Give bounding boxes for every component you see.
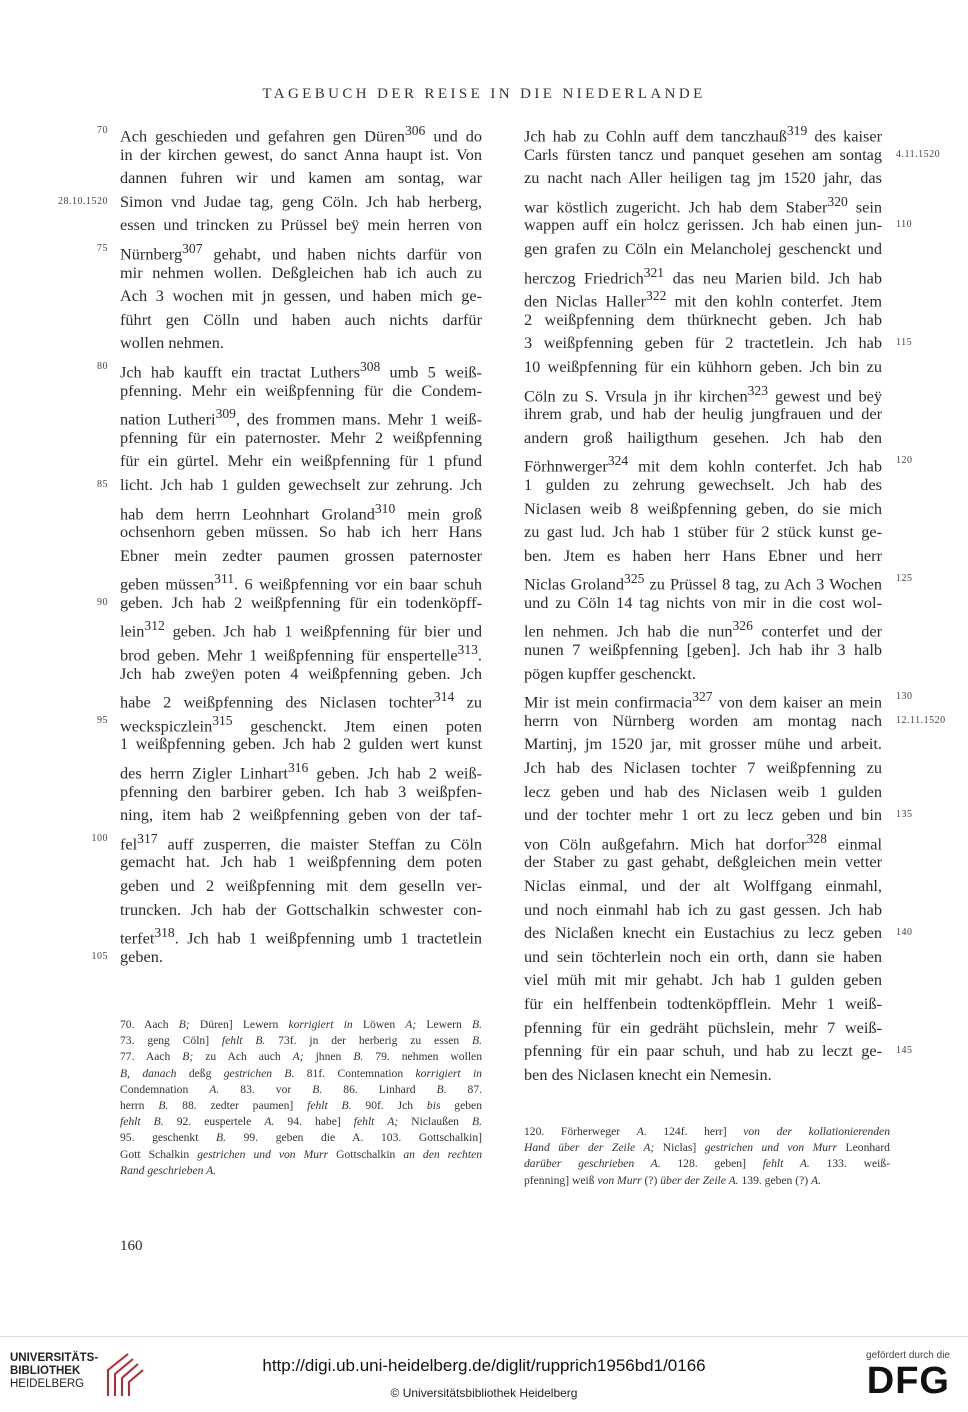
- dfg-logo: DFG: [866, 1360, 950, 1402]
- text-line: für ein helffenbein todtenköpfflein. Mehr 1 weiß-: [524, 993, 882, 1013]
- text-line: führt gen Cölln und haben auch nichts darfür: [120, 309, 482, 329]
- footnote-line: pfenning] weiß von Murr (?) über der Zeile A. 139. geben (?) A.: [524, 1173, 821, 1187]
- line-number: 80: [97, 360, 108, 372]
- line-number: 130: [896, 691, 913, 703]
- text-line: ning, item hab 2 weißpfenning geben von der taf-: [120, 805, 482, 825]
- text-line: Niclas Groland$^{325}$ zu Prüssel 8 tag, zu Ach 3 Wochen 125: [524, 567, 882, 591]
- text-line: terfet$^{318}$. Jch hab 1 weißpfenning umb 1 tractetlein: [120, 925, 482, 948]
- footnote-line: 120. Förherweger A. 124f. herr] von der kollationierenden: [524, 1125, 890, 1138]
- text-line: und der tochter mehr 1 ort zu lecz geben und bin 135: [524, 803, 882, 827]
- footnote-line: B, danach deßg gestrichen B. 81f. Contemnation korrigiert in: [120, 1066, 482, 1080]
- line-number: 120: [896, 455, 913, 467]
- line-number: 115: [896, 337, 913, 349]
- text-line: dannen fuhren wir und kamen am sontag, war: [120, 168, 482, 188]
- text-line: wollen nehmen.: [120, 333, 224, 353]
- footnote-line: 77. Aach B; zu Ach auch A; jhnen B. 79. nehmen wollen: [120, 1050, 482, 1064]
- text-line: Martinj, jm 1520 jar, mit grosser mühe und arbeit.: [524, 734, 882, 754]
- copyright-notice: © Universitätsbibliothek Heidelberg: [390, 1386, 578, 1400]
- text-line: des herrn Zigler Linhart$^{316}$ geben. Jch hab 2 weiß-: [120, 760, 483, 783]
- text-line: andern groß hailigthum gesehen. Jch hab den: [524, 427, 882, 447]
- text-line: Niclas einmal, und der alt Wolffgang einmahl,: [524, 876, 882, 895]
- text-line: nation Lutheri$^{309}$, des frommen mans. Mehr 1 weiß-: [120, 406, 483, 429]
- text-line: Jch hab zweÿen poten 4 weißpfenning geben. Jch: [120, 663, 482, 683]
- text-line: Jch hab zu Cohln auff dem tanczhauß$^{319}$ des kaiser: [524, 123, 883, 146]
- text-line: len nehmen. Jch hab die nun$^{326}$ conterfet und der: [524, 618, 882, 641]
- text-line: habe 2 weißpfenning des Niclasen tochter$^{314}$ zu: [120, 689, 482, 712]
- line-number: 12.11.1520: [896, 714, 946, 726]
- text-line: licht. Jch hab 1 gulden gewechselt zur zehrung. Jch 85: [120, 473, 482, 497]
- text-line: weckspiczlein$^{315}$ geschenckt. Jtem einen poten 95: [120, 709, 482, 733]
- text-line: lein$^{312}$ geben. Jch hab 1 weißpfenning für bier und: [120, 618, 482, 641]
- text-line: herrn von Nürnberg worden am montag nach 12.11.1520: [524, 709, 882, 733]
- text-line: und noch einmahl hab ich zu gast gessen. Jch hab: [524, 899, 882, 919]
- text-line: 2 weißpfenning dem thürknecht geben. Jch hab: [524, 309, 882, 329]
- text-line: in der kirchen gewest, do sanct Anna haupt ist. Von: [120, 144, 482, 164]
- library-name-line-1: UNIVERSITÄTS-: [10, 1352, 99, 1364]
- text-line: pfenning für ein paar schuh, und hab zu leczt ge- 145: [524, 1039, 882, 1063]
- footnote-line: 95. geschenkt B. 99. geben die A. 103. Gottschalkin]: [120, 1131, 482, 1145]
- text-line: der Staber zu gast gehabt, deßgleichen mein vetter: [524, 852, 882, 872]
- text-line: ihrem grab, und hab der heulig jungfrauen und der: [524, 404, 882, 424]
- text-line: Ach geschieden und gefahren gen Düren$^{306}$ und do 70: [120, 119, 482, 143]
- line-number: 110: [896, 219, 913, 231]
- text-line: pfenning für ein gedräht püchslein, mehr 7 weiß-: [524, 1017, 882, 1037]
- text-line: truncken. Jch hab der Gottschalkin schwester con-: [120, 899, 482, 919]
- footnote-line: darüber geschrieben A. 128. geben] fehlt A. 133. weiß-: [524, 1157, 890, 1171]
- text-line: lecz geben und hab des Niclasen weib 1 gulden: [524, 781, 882, 801]
- text-line: des Niclaßen knecht ein Eustachius zu lecz geben 140: [524, 921, 882, 945]
- text-line: zu nacht nach Aller heiligen tag jm 1520 jahr, das: [524, 168, 882, 188]
- footnote-line: fehlt B. 92. euspertele A. 94. habe] fehlt A; Niclaußen B.: [120, 1115, 482, 1129]
- text-line: fel$^{317}$ auff zusperren, die maister Steffan zu Cöln 100: [120, 827, 482, 851]
- text-line: und sein töchterlein noch ein orth, dann sie haben: [524, 946, 882, 966]
- source-url-link[interactable]: http://digi.ub.uni-heidelberg.de/diglit/rupprich1956bd1/0166: [262, 1356, 706, 1375]
- footnote-line: herrn B. 88. zedter paumen] fehlt B. 90f. Jch bis geben: [120, 1099, 482, 1113]
- line-number: 85: [97, 478, 108, 490]
- text-line: Nürnberg$^{307}$ gehabt, und haben nichts darfür von 75: [120, 237, 482, 261]
- text-line: herczog Friedrich$^{321}$ das neu Marien bild. Jch hab: [524, 264, 882, 287]
- text-line: war köstlich zugericht. Jch hab dem Staber$^{320}$ sein: [524, 193, 883, 217]
- text-line: geben und 2 weißpfenning mit dem geselln ver-: [120, 876, 482, 895]
- page-number: 160: [120, 1238, 143, 1254]
- line-number: 75: [97, 242, 108, 254]
- text-line: wappen auff ein holcz gerissen. Jch hab einen jun- 110: [524, 213, 882, 237]
- text-line: Jch hab kaufft ein tractat Luthers$^{308}$ umb 5 weiß- 80: [120, 355, 482, 379]
- footnote-line: Rand geschrieben A.: [120, 1163, 217, 1177]
- text-line: Ach 3 wochen mit jn gessen, und haben mich ge-: [120, 286, 482, 306]
- text-line: für ein gürtel. Mehr ein weißpfenning für 1 pfund: [120, 451, 482, 471]
- right-column: [524, 119, 946, 1086]
- line-number: 135: [896, 809, 913, 821]
- text-line: 3 weißpfenning geben für 2 tractetlein. Jch hab 115: [524, 331, 882, 355]
- text-line: 1 weißpfenning geben. Jch hab 2 gulden wert kunst: [120, 734, 482, 754]
- library-name-line-3: HEIDELBERG: [10, 1378, 85, 1390]
- text-line: pfenning. Mehr ein weißpfenning für die Condem-: [120, 380, 482, 400]
- text-line: 1 gulden zu zehrung gewechselt. Jch hab des: [524, 474, 882, 494]
- footer-divider: [0, 1336, 968, 1337]
- funding-note: gefördert durch die: [866, 1350, 950, 1361]
- text-line: geben müssen$^{311}$. 6 weißpfenning vor ein baar schuh: [120, 571, 483, 594]
- text-line: essen und trincken zu Prüssel beÿ mein herren von: [120, 215, 482, 235]
- left-column: [58, 119, 483, 968]
- text-line: ben. Jtem es haben herr Hans Ebner und herr: [524, 545, 882, 565]
- text-line: Mir ist mein confirmacia$^{327}$ von dem kaiser an mein 130: [524, 685, 882, 709]
- funder-block: [850, 1350, 950, 1401]
- text-line: Simon vnd Judae tag, geng Cöln. Jch hab herberg, 28.10.1520: [120, 190, 482, 214]
- text-line: Niclasen weib 8 weißpfenning geben, do sie mich: [524, 498, 882, 518]
- text-line: zu gast lud. Jch hab 1 stüber für 2 stück kunst ge-: [524, 522, 882, 542]
- footnote-line: Gott Schalkin gestrichen und von Murr Gottschalkin an den rechten: [120, 1147, 483, 1161]
- footnotes-left: [120, 1017, 482, 1179]
- text-line: geben. Jch hab 2 weißpfenning für ein todenköpff- 90: [120, 591, 482, 615]
- footnote-line: Hand über der Zeile A; Niclas] gestrichen und von Murr Leonhard: [524, 1141, 890, 1155]
- text-line: pögen kupffer geschenckt.: [524, 663, 696, 683]
- line-number: 28.10.1520: [58, 195, 108, 207]
- line-number: 140: [896, 927, 913, 939]
- text-line: pfenning für ein paternoster. Mehr 2 weißpfenning: [120, 427, 482, 447]
- text-line: ochsenhorn geben müssen. So hab ich herr Hans: [120, 522, 482, 542]
- text-line: brod geben. Mehr 1 weißpfenning für enspertelle$^{313}$.: [120, 642, 482, 665]
- text-line: gen grafen zu Cöln ein Melancholej geschenckt und: [524, 238, 882, 258]
- text-line: von Cöln außgefahrn. Mich hat dorfor$^{328}$ einmal: [524, 830, 882, 854]
- running-header: TAGEBUCH DER REISE IN DIE NIEDERLANDE: [262, 86, 706, 102]
- footnote-line: Condemnation A. 83. vor B. 86. Linhard B. 87.: [120, 1082, 483, 1096]
- text-line: hab dem herrn Leohnhart Groland$^{310}$ mein groß: [120, 500, 482, 523]
- footnotes-right: [524, 1124, 890, 1189]
- text-line: Ebner mein zedter paumen grossen paternoster: [120, 545, 482, 565]
- line-number: 105: [91, 950, 108, 962]
- text-line: Jch hab des Niclasen tochter 7 weißpfenning zu: [524, 758, 882, 778]
- text-line: mir nehmen wollen. Deßgleichen hab ich auch zu: [120, 262, 482, 282]
- text-line: geben. 105: [120, 945, 482, 969]
- line-number: 145: [896, 1045, 913, 1057]
- line-number: 90: [97, 596, 108, 608]
- line-number: 4.11.1520: [896, 148, 941, 160]
- text-line: Förhnwerger$^{324}$ mit dem kohln conterfet. Jch hab 120: [524, 449, 882, 473]
- text-line: ben des Niclasen knecht ein Nemesin.: [524, 1064, 772, 1084]
- text-line: pfenning den barbirer geben. Ich hab 3 weißpfen-: [120, 781, 482, 801]
- text-line: nunen 7 weißpfenning [geben]. Jch hab ihr 3 halb: [524, 640, 882, 660]
- library-name-line-2: BIBLIOTHEK: [10, 1365, 81, 1377]
- line-number: 70: [97, 125, 108, 136]
- line-number: 125: [896, 573, 913, 585]
- text-line: den Niclas Haller$^{322}$ mit den kohln conterfet. Jtem: [524, 288, 883, 311]
- text-line: 10 weißpfenning für ein kühhorn geben. Jch bin zu: [524, 356, 882, 376]
- line-number: 100: [91, 832, 108, 844]
- text-line: und zu Cöln 14 tag nichts von mir in die cost wol-: [524, 592, 882, 612]
- text-line: gemacht hat. Jch hab 1 weißpfenning dem poten: [120, 852, 482, 872]
- text-line: viel müh mit mir gehabt. Jch hab 1 gulden geben: [524, 970, 882, 990]
- line-number: 95: [97, 714, 108, 726]
- text-line: Cöln zu S. Vrsula jn ihr kirchen$^{323}$ gewest und beÿ: [524, 382, 882, 405]
- footnote-line: 70. Aach B; Düren] Lewern korrigiert in Löwen A; Lewern B.: [120, 1018, 483, 1031]
- text-line: Carls fürsten tancz und panquet gesehen am sontag 4.11.1520: [524, 143, 882, 167]
- footnote-line: 73. geng Cöln] fehlt B. 73f. jn der herberig zu essen B.: [120, 1034, 482, 1048]
